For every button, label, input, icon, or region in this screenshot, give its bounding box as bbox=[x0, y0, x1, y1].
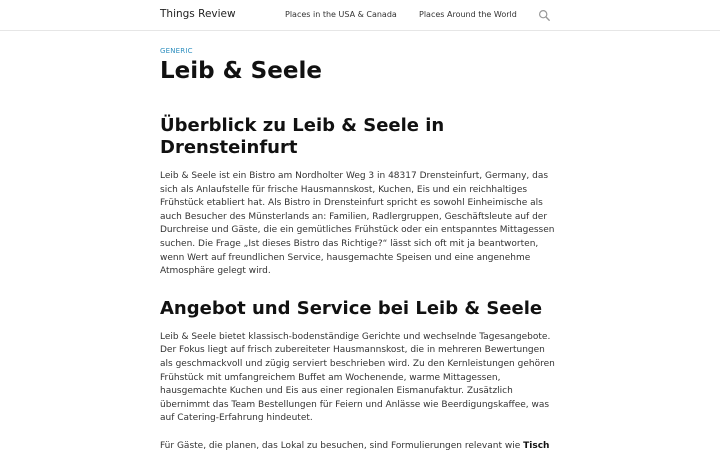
top-navigation-bar bbox=[0, 0, 720, 31]
section-heading: Überblick zu Leib & Seele in Drensteinfurt bbox=[160, 115, 445, 158]
category-link[interactable]: GENERIC bbox=[160, 47, 193, 55]
section-paragraph-continued bbox=[160, 440, 560, 454]
page-title: Leib & Seele bbox=[160, 58, 322, 84]
nav-link-usa-canada[interactable]: Places in the USA & Canada bbox=[285, 10, 397, 19]
paragraph-text: Für Gäste, die planen, das Lokal zu besuchen, sind Formulierungen relevant wie bbox=[160, 440, 524, 451]
article-content bbox=[160, 47, 560, 454]
section-heading: Angebot und Service bei Leib & Seele bbox=[160, 297, 543, 319]
section-overview bbox=[160, 115, 560, 279]
section-paragraph: Leib & Seele bietet klassisch-bodenständige Gerichte und wechselnde Tagesangebote. Der Fokus liegt auf frisch zubereiteter Hausmannskost, die in mehreren Bewertungen als geschmackvoll und zügig serviert beschrieben wird. Zu den Kernleistungen gehören Frühstück mit umfangreichem Buffet am Wochenende, warme Mittagessen, hausgemachte Kuchen und Eis aus einer regionalen Eismanufaktur. Zusätzlich übernimmt das Team Bestellungen für Feiern und Anlässe wie Beerdigungskaffee, was auf Catering-Erfahrung hindeutet. bbox=[160, 331, 555, 424]
section-paragraph: Leib & Seele ist ein Bistro am Nordholter Weg 3 in 48317 Drensteinfurt, Germany, das sich als Anlaufstelle für frische Hausmannskost, Kuchen, Eis und ein reichhaltiges Frühstück etabliert hat. Als Bistro in Drensteinfurt spricht es sowohl Einheimische als auch Besucher des Münsterlands an: Familien, Radlergruppen, Geschäftsleute auf der Durchreise und Gäste, die ein gemütliches Frühstück oder ein entspanntes Mittagessen suchen. Die Frage „Ist dieses Bistro das Richtige?“ lässt sich oft mit ja beantworten, wenn Wert auf freundlichen Service, hausgemachte Speisen und eine angenehme Atmosphäre gelegt wird. bbox=[160, 171, 555, 277]
nav-link-around-the-world[interactable]: Places Around the World bbox=[419, 10, 517, 19]
search-icon bbox=[538, 9, 551, 22]
search-button[interactable] bbox=[538, 9, 551, 22]
paragraph-emphasis: Tisch bbox=[523, 440, 550, 451]
site-brand-link[interactable]: Things Review bbox=[160, 8, 236, 20]
section-offer-service bbox=[160, 298, 560, 454]
